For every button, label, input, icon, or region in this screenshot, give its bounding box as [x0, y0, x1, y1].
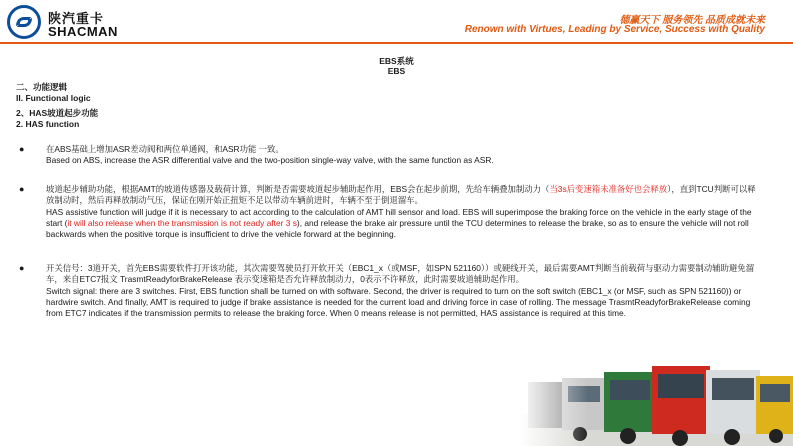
- paragraph-2-en: [46, 207, 758, 241]
- brand-name-cn: 陕汽重卡: [48, 11, 105, 26]
- paragraph-3: [46, 263, 758, 319]
- paragraph-2-cn: [46, 184, 758, 207]
- paragraph-3-en: Switch signal: there are 3 switches. First, EBS function shall be turned on with software. Second, the driver is required to turn on the soft switch (EBC1_x (or MSF, such as SPN 521160)) or hardwire switch. And finally, AMT is required to judge if brake assistance is needed for the current load and driving force in case of rolling. The message TrasmtReadyforBrakeRelease coming from ETC7 indicates if the transmission permits to release the braking force. When 0 means release is not permitted, HAS assistance is required at this time.: [46, 285, 751, 319]
- paragraph-1: [46, 144, 758, 167]
- paragraph-2-cn-highlight: 当3s后变速箱未准备好也会释放: [549, 184, 668, 194]
- slogan-en: Renown with Virtues, Leading by Service, Success with Quality: [464, 24, 765, 35]
- paragraph-3-cn: 开关信号：3道开关，首先EBS需要软件打开该功能，其次需要驾驶员打开软开关（EBC1_x（或MSF，如SPN 521160））或硬线开关，最后需要AMT判断当前载荷与驱动力需要制动辅助避免溜车，来自ETC7报文 TrasmtReadyforBrakeRelease 表示变速箱是否允许释放制动力，0表示不许释放，此时需要坡道辅助起作用。: [46, 263, 755, 285]
- paragraph-2: [46, 184, 758, 240]
- subsection-heading-en: 2. HAS function: [16, 119, 80, 129]
- paragraph-2-cn-text-b: ），直到TCU判断可以释放制动时，然后再释放制动气压，保证在刚开始正扭矩不足以带动车辆前进时，车辆不至于倒退溜车。: [46, 184, 756, 206]
- subsection-heading-cn: 2、HAS坡道起步功能: [16, 108, 99, 118]
- shacman-logo-icon: [7, 5, 41, 39]
- bullet-icon: ●: [19, 144, 25, 154]
- trucks-illustration: [520, 352, 793, 446]
- paragraph-2-cn-text-a: 坡道起步辅助功能，根据AMT的坡道传感器及载荷计算，判断是否需要坡道起步辅助起作用，EBS会在起步前期，先给车辆叠加制动力（: [46, 184, 550, 194]
- brand-name-en: SHACMAN: [48, 24, 118, 39]
- bullet-icon: ●: [19, 184, 25, 194]
- bullet-icon: ●: [19, 263, 25, 273]
- doc-title-cn: EBS系统: [379, 56, 414, 66]
- header: [0, 0, 793, 42]
- slogan-cn: 德赢天下 服务领先 品质成就未来: [619, 15, 765, 26]
- paragraph-2-en-text-a: HAS assistive function will judge if it is necessary to act according to the calculation of AMT hill sensor and load. EBS will superimpose the braking force on the vehicle in the early stage of the start (: [46, 206, 752, 228]
- paragraph-2-en-text-b: ), and release the brake air pressure until the TCU determines to release the brake, so as to ensure the vehicle will not roll backwards when the positive torque is insufficient to drive the vehicle forward at the beginning.: [46, 217, 749, 240]
- paragraph-2-en-highlight: it will also release when the transmission is not ready after 3 s: [67, 217, 297, 228]
- header-divider: [0, 42, 793, 44]
- section-heading-cn: 二、功能逻辑: [16, 82, 68, 92]
- paragraph-1-en: Based on ABS, increase the ASR differential valve and the two-position single-way valve, with the same function as ASR.: [46, 155, 494, 166]
- doc-title-en: EBS: [387, 66, 406, 76]
- paragraph-1-cn: 在ABS基础上增加ASR差动阀和两位单通阀，和ASR功能 一致。: [46, 144, 284, 154]
- section-heading-en: II. Functional logic: [16, 93, 91, 103]
